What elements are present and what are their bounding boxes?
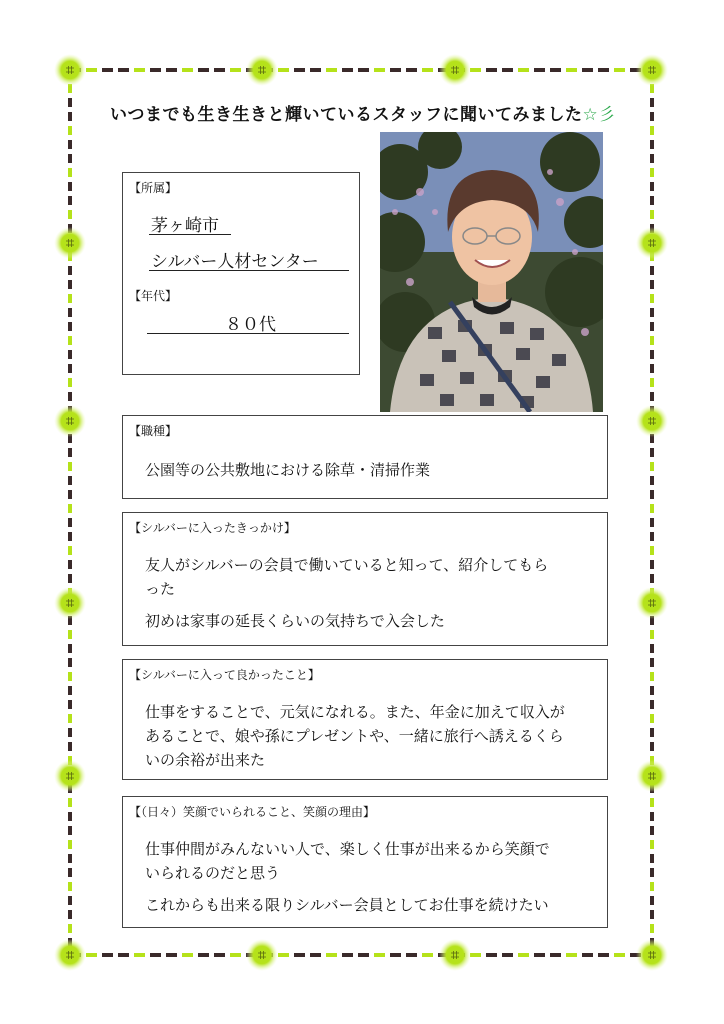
frame-knot-core (644, 413, 660, 429)
text-line: 公園等の公共敷地における除草・清掃作業 (145, 461, 431, 479)
text-line: あることで、娘や孫にプレゼントや、一緒に旅行へ誘えるくら (145, 727, 564, 745)
reason-joined-box (122, 512, 608, 646)
frame-knot-core (644, 768, 660, 784)
text-line: った (145, 580, 176, 598)
text-line: これからも出来る限りシルバー会員としてお仕事を続けたい (145, 896, 549, 914)
sparkle-icon: 彡 (598, 105, 616, 125)
frame-knot-core (447, 62, 463, 78)
reason-joined-text (145, 553, 548, 633)
profile-info-box (122, 172, 360, 375)
smile-reason-text (145, 837, 550, 917)
frame-knot-core (644, 235, 660, 251)
text-line: 仕事をすることで、元気になれる。また、年金に加えて収入が (145, 703, 565, 721)
smile-reason-box (122, 796, 608, 928)
affiliation-underline-2 (149, 270, 349, 271)
text-line: いられるのだと思う (145, 864, 281, 882)
frame-knot-core (644, 595, 660, 611)
frame-knot-core (62, 947, 78, 963)
page-title (110, 100, 616, 125)
affiliation-line2: シルバー人材センター (151, 252, 319, 272)
affiliation-label: 【所属】 (129, 181, 178, 195)
frame-knot-core (254, 947, 270, 963)
good-things-box (122, 659, 608, 780)
frame-knot-core (62, 235, 78, 251)
frame-knot-core (62, 595, 78, 611)
frame-knot-core (644, 62, 660, 78)
frame-knot-core (447, 947, 463, 963)
job-type-box (122, 415, 608, 499)
affiliation-underline-1 (149, 234, 231, 235)
text-line: 仕事仲間がみんないい人で、楽しく仕事が出来るから笑顔で (145, 840, 550, 858)
text-line: いの余裕が出来た (145, 751, 266, 769)
age-label: 【年代】 (129, 289, 178, 303)
text-line: 友人がシルバーの会員で働いていると知って、紹介してもら (145, 556, 549, 574)
good-things-label: 【シルバーに入って良かったこと】 (129, 668, 320, 682)
frame-knot-core (62, 62, 78, 78)
star-icon: ☆ (582, 105, 599, 125)
frame-knot-core (62, 413, 78, 429)
age-value: ８０代 (225, 315, 276, 335)
job-type-label: 【職種】 (129, 424, 178, 438)
frame-knot-core (62, 768, 78, 784)
good-things-text (145, 700, 565, 772)
smile-reason-label: 【（日々）笑顔でいられること、笑顔の理由】 (129, 805, 376, 819)
affiliation-line1: 茅ヶ崎市 (151, 216, 219, 236)
portrait-illustration (380, 132, 603, 412)
frame-knot-core (644, 947, 660, 963)
staff-photo (380, 132, 603, 412)
reason-joined-label: 【シルバーに入ったきっかけ】 (129, 521, 296, 535)
page-title-text: いつまでも生き生きと輝いているスタッフに聞いてみました (110, 105, 583, 125)
age-underline (147, 333, 349, 334)
job-type-text (145, 458, 430, 482)
frame-knot-core (254, 62, 270, 78)
text-line: 初めは家事の延長くらいの気持ちで入会した (145, 612, 445, 630)
